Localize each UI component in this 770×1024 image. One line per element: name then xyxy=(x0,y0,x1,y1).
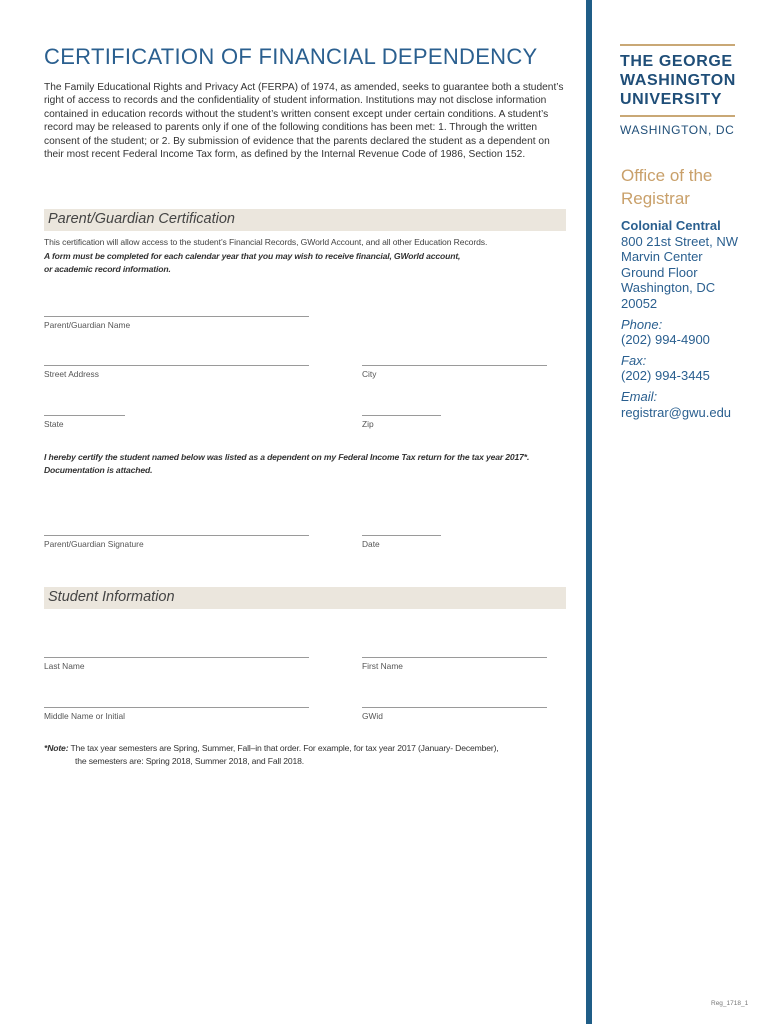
last-name-field[interactable] xyxy=(44,657,309,671)
footnote-line-2: the semesters are: Spring 2018, Summer 2018, and Fall 2018. xyxy=(75,756,305,766)
first-name-line[interactable] xyxy=(362,657,547,658)
certify-line-1: I hereby certify the student named below was listed as a dependent on my Federal Income Tax return for the tax year 2017*. xyxy=(44,452,530,462)
footnote-label: *Note: xyxy=(44,743,69,753)
university-logo xyxy=(620,44,735,137)
state-line[interactable] xyxy=(44,415,125,416)
address-line-5: 20052 xyxy=(621,295,658,311)
instruction-line-1: A form must be completed for each calendar year that you may wish to receive financial, GWorld account, xyxy=(44,251,461,261)
form-id: Reg_1718_1 xyxy=(711,1000,749,1007)
location-name: Colonial Central xyxy=(621,218,721,233)
parent-name-label: Parent/Guardian Name xyxy=(44,320,131,330)
contact-info xyxy=(621,218,761,420)
street-address-label: Street Address xyxy=(44,369,99,379)
middle-name-line[interactable] xyxy=(44,707,309,708)
last-name-line[interactable] xyxy=(44,657,309,658)
parent-section-header xyxy=(44,209,566,231)
parent-signature-field[interactable] xyxy=(44,535,309,549)
phone-label: Phone: xyxy=(621,316,663,332)
instruction-line-2: or academic record information. xyxy=(44,264,171,274)
logo-top-rule xyxy=(620,44,735,46)
logo-line-1: THE GEORGE xyxy=(620,53,733,70)
parent-signature-label: Parent/Guardian Signature xyxy=(44,539,144,549)
zip-field[interactable] xyxy=(362,415,441,429)
vertical-divider xyxy=(586,0,592,1024)
parent-section-title: Parent/Guardian Certification xyxy=(48,211,235,227)
street-address-line[interactable] xyxy=(44,365,309,366)
office-title-line-2: Registrar xyxy=(621,189,690,208)
page-title: CERTIFICATION OF FINANCIAL DEPENDENCY xyxy=(44,44,538,69)
parent-signature-line[interactable] xyxy=(44,535,309,536)
office-title-line-1: Office of the xyxy=(621,166,713,185)
logo-city: WASHINGTON, DC xyxy=(620,123,735,137)
intro-paragraph: The Family Educational Rights and Privacy Act (FERPA) of 1974, as amended, seeks to guarantee both a student’s right of access to records and the confidentiality of student information. Institutions may not disclose information contained in education records without the student’s written consent except under certain conditions. A student’s record may be released to parents only if one of the following conditions has been met: 1. Through the written consent of the student; or 2. By submission of evidence that the parents declared the student as a dependent on their most recent Federal Income Tax form, as defined by the Internal Revenue Code of 1986, Section 152. xyxy=(44,82,564,161)
footnote-text-1: The tax year semesters are Spring, Summer, Fall–in that order. For example, for tax year 2017 (January- December), xyxy=(68,743,499,753)
logo-bottom-rule xyxy=(620,115,735,117)
logo-line-3: UNIVERSITY xyxy=(620,91,723,108)
last-name-label: Last Name xyxy=(44,661,85,671)
gwid-label: GWid xyxy=(362,711,383,721)
certification-statement xyxy=(44,451,564,477)
first-name-label: First Name xyxy=(362,661,403,671)
footnote-line-1 xyxy=(44,742,564,755)
email-label: Email: xyxy=(621,388,658,404)
zip-label: Zip xyxy=(362,419,374,429)
gwid-line[interactable] xyxy=(362,707,547,708)
date-field[interactable] xyxy=(362,535,441,549)
date-line[interactable] xyxy=(362,535,441,536)
fax-number: (202) 994-3445 xyxy=(621,368,710,384)
student-section-title: Student Information xyxy=(48,589,175,605)
street-address-field[interactable] xyxy=(44,365,309,379)
date-label: Date xyxy=(362,539,380,549)
fax-label: Fax: xyxy=(621,352,647,368)
parent-section-note: This certification will allow access to the student’s Financial Records, GWorld Account, and all other Education Records. xyxy=(44,237,488,247)
parent-name-line[interactable] xyxy=(44,316,309,317)
state-label: State xyxy=(44,419,64,429)
phone-number[interactable]: (202) 994-4900 xyxy=(621,332,710,348)
parent-name-field[interactable] xyxy=(44,316,309,330)
address-line-4: Washington, DC xyxy=(621,280,716,296)
footnote xyxy=(44,742,564,768)
zip-line[interactable] xyxy=(362,415,441,416)
address-line-2: Marvin Center xyxy=(621,249,703,265)
parent-section-instruction xyxy=(44,250,564,276)
middle-name-label: Middle Name or Initial xyxy=(44,711,125,721)
logo-name xyxy=(620,52,735,109)
office-title xyxy=(621,164,761,210)
certify-line-2: Documentation is attached. xyxy=(44,465,153,475)
student-section-header xyxy=(44,587,566,609)
first-name-field[interactable] xyxy=(362,657,547,671)
gwid-field[interactable] xyxy=(362,707,547,721)
address-line-3: Ground Floor xyxy=(621,264,698,280)
city-line[interactable] xyxy=(362,365,547,366)
city-label: City xyxy=(362,369,377,379)
state-field[interactable] xyxy=(44,415,125,429)
logo-line-2: WASHINGTON xyxy=(620,72,736,89)
email-link[interactable]: registrar@gwu.edu xyxy=(621,404,732,420)
address-line-1: 800 21st Street, NW xyxy=(621,233,739,249)
middle-name-field[interactable] xyxy=(44,707,309,721)
city-field[interactable] xyxy=(362,365,547,379)
